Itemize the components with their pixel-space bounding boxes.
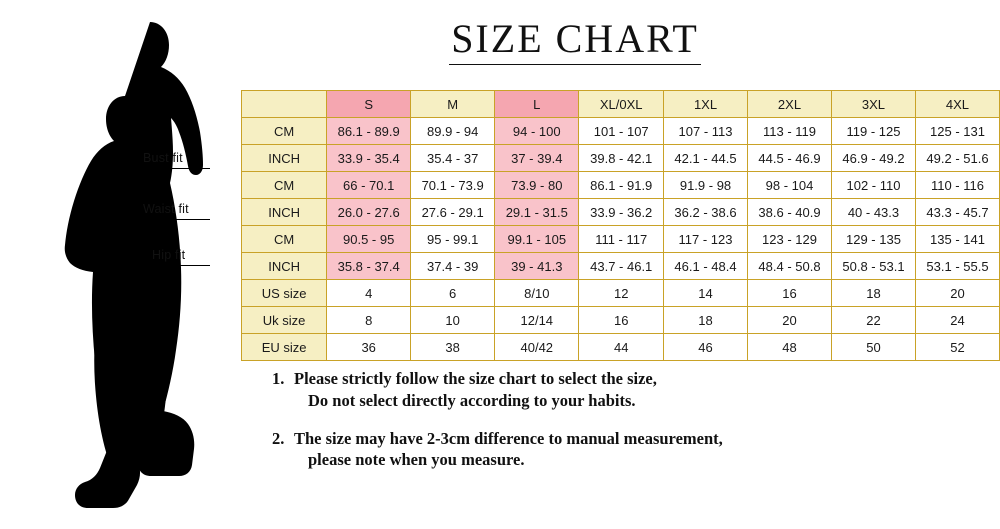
- note-1-body: [294, 368, 657, 412]
- table-cell: 125 - 131: [915, 118, 999, 145]
- table-cell: 119 - 125: [831, 118, 915, 145]
- table-row: [242, 172, 1000, 199]
- table-cell: 46: [664, 334, 748, 361]
- table-cell: 20: [748, 307, 832, 334]
- table-cell: 8/10: [495, 280, 579, 307]
- table-cell: 50: [831, 334, 915, 361]
- table-row: [242, 118, 1000, 145]
- table-cell: 36.2 - 38.6: [664, 199, 748, 226]
- table-cell: 107 - 113: [664, 118, 748, 145]
- table-cell: 52: [915, 334, 999, 361]
- table-cell: 70.1 - 73.9: [411, 172, 495, 199]
- table-cell: 18: [664, 307, 748, 334]
- table-cell: 33.9 - 36.2: [579, 199, 664, 226]
- row-label: INCH: [242, 199, 327, 226]
- page-title: SIZE CHART: [451, 16, 699, 61]
- hip-fit-rule: [143, 265, 210, 266]
- table-cell: 44.5 - 46.9: [748, 145, 832, 172]
- table-cell: 48: [748, 334, 832, 361]
- table-cell: 101 - 107: [579, 118, 664, 145]
- table-row: [242, 199, 1000, 226]
- row-label: INCH: [242, 145, 327, 172]
- table-header-row: [242, 91, 1000, 118]
- table-cell: 38: [411, 334, 495, 361]
- table-cell: 99.1 - 105: [495, 226, 579, 253]
- row-label: EU size: [242, 334, 327, 361]
- table-cell: 73.9 - 80: [495, 172, 579, 199]
- note-1-line-2: Do not select directly according to your habits.: [308, 390, 636, 410]
- table-cell: 89.9 - 94: [411, 118, 495, 145]
- table-cell: 50.8 - 53.1: [831, 253, 915, 280]
- row-label: CM: [242, 226, 327, 253]
- table-cell: 66 - 70.1: [327, 172, 411, 199]
- row-label: CM: [242, 172, 327, 199]
- table-cell: 43.7 - 46.1: [579, 253, 664, 280]
- table-cell: 38.6 - 40.9: [748, 199, 832, 226]
- page-title-wrap: [430, 18, 720, 65]
- table-cell: 86.1 - 89.9: [327, 118, 411, 145]
- table-cell: 117 - 123: [664, 226, 748, 253]
- table-cell: 135 - 141: [915, 226, 999, 253]
- title-underline: [449, 64, 701, 65]
- table-cell: 110 - 116: [915, 172, 999, 199]
- waist-fit-rule: [143, 219, 210, 220]
- note-1: [272, 368, 972, 412]
- notes-section: [272, 368, 972, 487]
- table-cell: 18: [831, 280, 915, 307]
- table-row: [242, 280, 1000, 307]
- table-row: [242, 226, 1000, 253]
- note-2-line-1: The size may have 2-3cm difference to manual measurement,: [294, 428, 723, 448]
- table-cell: 49.2 - 51.6: [915, 145, 999, 172]
- table-cell: 40 - 43.3: [831, 199, 915, 226]
- table-cell: 27.6 - 29.1: [411, 199, 495, 226]
- table-cell: 43.3 - 45.7: [915, 199, 999, 226]
- table-corner-cell: [242, 91, 327, 118]
- table-cell: 33.9 - 35.4: [327, 145, 411, 172]
- table-cell: 39.8 - 42.1: [579, 145, 664, 172]
- table-cell: 90.5 - 95: [327, 226, 411, 253]
- table-cell: 48.4 - 50.8: [748, 253, 832, 280]
- bust-fit-label: Bust fit: [143, 151, 183, 165]
- table-body: [242, 118, 1000, 361]
- table-cell: 129 - 135: [831, 226, 915, 253]
- table-cell: 102 - 110: [831, 172, 915, 199]
- row-label: US size: [242, 280, 327, 307]
- table-cell: 22: [831, 307, 915, 334]
- table-cell: 20: [915, 280, 999, 307]
- table-cell: 39 - 41.3: [495, 253, 579, 280]
- size-column-header: L: [495, 91, 579, 118]
- table-cell: 6: [411, 280, 495, 307]
- note-2-body: [294, 428, 723, 472]
- size-column-header: 4XL: [915, 91, 999, 118]
- table-cell: 10: [411, 307, 495, 334]
- table-cell: 12: [579, 280, 664, 307]
- table-cell: 16: [579, 307, 664, 334]
- row-label: INCH: [242, 253, 327, 280]
- size-column-header: 1XL: [664, 91, 748, 118]
- table-cell: 35.4 - 37: [411, 145, 495, 172]
- table-cell: 98 - 104: [748, 172, 832, 199]
- waist-fit-label: Waist fit: [143, 202, 189, 216]
- table-cell: 4: [327, 280, 411, 307]
- size-column-header: XL/0XL: [579, 91, 664, 118]
- table-cell: 29.1 - 31.5: [495, 199, 579, 226]
- table-cell: 40/42: [495, 334, 579, 361]
- table-cell: 37 - 39.4: [495, 145, 579, 172]
- table-cell: 16: [748, 280, 832, 307]
- table-cell: 46.1 - 48.4: [664, 253, 748, 280]
- table-row: [242, 334, 1000, 361]
- table-cell: 26.0 - 27.6: [327, 199, 411, 226]
- table-cell: 42.1 - 44.5: [664, 145, 748, 172]
- table-row: [242, 253, 1000, 280]
- table-cell: 95 - 99.1: [411, 226, 495, 253]
- note-2-line-2: please note when you measure.: [308, 450, 525, 470]
- table-cell: 86.1 - 91.9: [579, 172, 664, 199]
- table-cell: 46.9 - 49.2: [831, 145, 915, 172]
- note-1-number: 1.: [272, 369, 285, 388]
- note-2-number: 2.: [272, 428, 285, 448]
- size-column-header: 3XL: [831, 91, 915, 118]
- table-cell: 24: [915, 307, 999, 334]
- table-cell: 111 - 117: [579, 226, 664, 253]
- table-cell: 123 - 129: [748, 226, 832, 253]
- note-1-line-1: Please strictly follow the size chart to select the size,: [294, 369, 657, 388]
- table-cell: 53.1 - 55.5: [915, 253, 999, 280]
- note-2: [272, 428, 972, 472]
- table-cell: 37.4 - 39: [411, 253, 495, 280]
- size-column-header: S: [327, 91, 411, 118]
- size-column-header: 2XL: [748, 91, 832, 118]
- table-row: [242, 145, 1000, 172]
- row-label: Uk size: [242, 307, 327, 334]
- model-silhouette-panel: [0, 0, 240, 529]
- hip-fit-label: Hip fit: [152, 248, 186, 262]
- table-cell: 12/14: [495, 307, 579, 334]
- size-chart-table: [241, 90, 1000, 361]
- table-cell: 35.8 - 37.4: [327, 253, 411, 280]
- table-cell: 113 - 119: [748, 118, 832, 145]
- row-label: CM: [242, 118, 327, 145]
- size-column-header: M: [411, 91, 495, 118]
- bust-fit-rule: [143, 168, 210, 169]
- table-cell: 8: [327, 307, 411, 334]
- table-cell: 14: [664, 280, 748, 307]
- table-cell: 44: [579, 334, 664, 361]
- table-cell: 36: [327, 334, 411, 361]
- table-cell: 91.9 - 98: [664, 172, 748, 199]
- table-row: [242, 307, 1000, 334]
- table-cell: 94 - 100: [495, 118, 579, 145]
